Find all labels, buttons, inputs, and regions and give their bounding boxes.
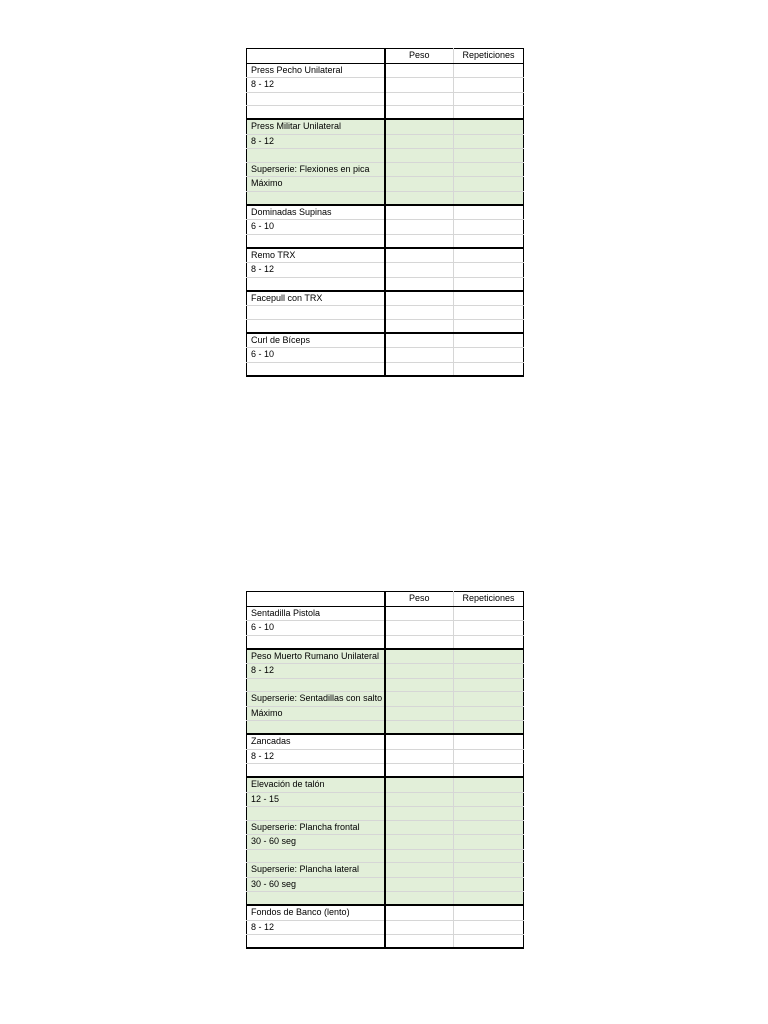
- table-row: [247, 134, 524, 149]
- table-row: [247, 306, 524, 320]
- exercise-cell-press-pecho-unilateral: Press Pecho Unilateral: [247, 63, 385, 78]
- table-row: [247, 191, 524, 205]
- table-row: [247, 920, 524, 935]
- table-row: [247, 78, 524, 93]
- repeticiones-input-cell[interactable]: [454, 734, 524, 749]
- exercise-cell-sentadilla-pistola: Sentadilla Pistola: [247, 606, 385, 621]
- peso-input-cell[interactable]: [385, 734, 454, 749]
- repeticiones-input-cell[interactable]: [454, 362, 524, 376]
- repeticiones-input-cell[interactable]: [454, 134, 524, 149]
- exercise-cell-empty: [247, 935, 385, 949]
- exercise-cell-empty: [247, 721, 385, 735]
- exercise-cell-empty: [247, 635, 385, 649]
- table-row: [247, 263, 524, 278]
- peso-input-cell[interactable]: [385, 905, 454, 920]
- peso-input-cell[interactable]: [385, 621, 454, 636]
- exercise-cell-empty: [247, 277, 385, 291]
- peso-input-cell[interactable]: [385, 149, 454, 163]
- peso-input-cell[interactable]: [385, 277, 454, 291]
- table-row: [247, 606, 524, 621]
- repeticiones-input-cell[interactable]: [454, 191, 524, 205]
- repeticiones-input-cell[interactable]: [454, 119, 524, 134]
- exercise-cell-8-12: 8 - 12: [247, 664, 385, 679]
- table-row: [247, 333, 524, 348]
- header-row: [247, 592, 524, 607]
- exercise-cell-8-12: 8 - 12: [247, 920, 385, 935]
- repeticiones-input-cell[interactable]: [454, 749, 524, 764]
- peso-input-cell[interactable]: [385, 348, 454, 363]
- table-row: [247, 849, 524, 863]
- peso-input-cell[interactable]: [385, 807, 454, 821]
- peso-input-cell[interactable]: [385, 263, 454, 278]
- exercise-cell-empty: [247, 849, 385, 863]
- table-row: [247, 162, 524, 177]
- repeticiones-input-cell[interactable]: [454, 306, 524, 320]
- table-row: [247, 291, 524, 306]
- table-row: [247, 807, 524, 821]
- header-peso: Peso: [385, 592, 454, 607]
- table-row: [247, 119, 524, 134]
- peso-input-cell[interactable]: [385, 191, 454, 205]
- repeticiones-input-cell[interactable]: [454, 920, 524, 935]
- repeticiones-input-cell[interactable]: [454, 78, 524, 93]
- table-row: [247, 664, 524, 679]
- peso-input-cell[interactable]: [385, 877, 454, 892]
- repeticiones-input-cell[interactable]: [454, 63, 524, 78]
- table-row: [247, 220, 524, 235]
- peso-input-cell[interactable]: [385, 849, 454, 863]
- repeticiones-input-cell[interactable]: [454, 835, 524, 850]
- table-row: [247, 649, 524, 664]
- exercise-cell-remo-trx: Remo TRX: [247, 248, 385, 263]
- table-row: [247, 835, 524, 850]
- exercise-cell-curl-de-biceps: Curl de Bíceps: [247, 333, 385, 348]
- exercise-cell-maximo: Máximo: [247, 706, 385, 721]
- table-row: [247, 820, 524, 835]
- repeticiones-input-cell[interactable]: [454, 792, 524, 807]
- peso-input-cell[interactable]: [385, 63, 454, 78]
- table-row: [247, 149, 524, 163]
- repeticiones-input-cell[interactable]: [454, 849, 524, 863]
- peso-input-cell[interactable]: [385, 106, 454, 120]
- repeticiones-input-cell[interactable]: [454, 863, 524, 878]
- exercise-cell-facepull-con-trx: Facepull con TRX: [247, 291, 385, 306]
- peso-input-cell[interactable]: [385, 306, 454, 320]
- table-row: [247, 749, 524, 764]
- exercise-cell-empty: [247, 678, 385, 692]
- repeticiones-input-cell[interactable]: [454, 777, 524, 792]
- exercise-cell-empty: [247, 106, 385, 120]
- exercise-cell-8-12: 8 - 12: [247, 134, 385, 149]
- repeticiones-input-cell[interactable]: [454, 333, 524, 348]
- repeticiones-input-cell[interactable]: [454, 248, 524, 263]
- exercise-cell-30-60-seg: 30 - 60 seg: [247, 835, 385, 850]
- repeticiones-input-cell[interactable]: [454, 877, 524, 892]
- peso-input-cell[interactable]: [385, 234, 454, 248]
- table-row: [247, 234, 524, 248]
- repeticiones-input-cell[interactable]: [454, 820, 524, 835]
- table-row: [247, 362, 524, 376]
- header-repeticiones: Repeticiones: [454, 592, 524, 607]
- peso-input-cell[interactable]: [385, 920, 454, 935]
- table-row: [247, 348, 524, 363]
- table-row: [247, 678, 524, 692]
- peso-input-cell[interactable]: [385, 721, 454, 735]
- peso-input-cell[interactable]: [385, 706, 454, 721]
- table-row: [247, 319, 524, 333]
- peso-input-cell[interactable]: [385, 764, 454, 778]
- repeticiones-input-cell[interactable]: [454, 721, 524, 735]
- peso-input-cell[interactable]: [385, 606, 454, 621]
- repeticiones-input-cell[interactable]: [454, 621, 524, 636]
- exercise-cell-empty: [247, 362, 385, 376]
- table-row: [247, 792, 524, 807]
- exercise-cell-8-12: 8 - 12: [247, 263, 385, 278]
- table-row: [247, 621, 524, 636]
- peso-input-cell[interactable]: [385, 892, 454, 906]
- workout-sheet-upper: [246, 48, 524, 377]
- peso-input-cell[interactable]: [385, 134, 454, 149]
- table-row: [247, 106, 524, 120]
- repeticiones-input-cell[interactable]: [454, 277, 524, 291]
- peso-input-cell[interactable]: [385, 205, 454, 220]
- exercise-cell-maximo: Máximo: [247, 177, 385, 192]
- peso-input-cell[interactable]: [385, 92, 454, 106]
- peso-input-cell[interactable]: [385, 863, 454, 878]
- table-row: [247, 905, 524, 920]
- peso-input-cell[interactable]: [385, 291, 454, 306]
- peso-input-cell[interactable]: [385, 692, 454, 707]
- table-row: [247, 721, 524, 735]
- repeticiones-input-cell[interactable]: [454, 162, 524, 177]
- repeticiones-input-cell[interactable]: [454, 678, 524, 692]
- exercise-cell-empty: [247, 807, 385, 821]
- table-row: [247, 205, 524, 220]
- exercise-cell-8-12: 8 - 12: [247, 749, 385, 764]
- exercise-cell-superserie-plancha-frontal: Superserie: Plancha frontal: [247, 820, 385, 835]
- exercise-cell-6-10: 6 - 10: [247, 621, 385, 636]
- peso-input-cell[interactable]: [385, 935, 454, 949]
- table-row: [247, 277, 524, 291]
- header-blank-cell: [247, 49, 385, 64]
- peso-input-cell[interactable]: [385, 248, 454, 263]
- exercise-cell-superserie-flexiones-en-pica: Superserie: Flexiones en pica: [247, 162, 385, 177]
- repeticiones-input-cell[interactable]: [454, 348, 524, 363]
- repeticiones-input-cell[interactable]: [454, 935, 524, 949]
- repeticiones-input-cell[interactable]: [454, 234, 524, 248]
- exercise-cell-fondos-de-banco-lento: Fondos de Banco (lento): [247, 905, 385, 920]
- header-blank-cell: [247, 592, 385, 607]
- peso-input-cell[interactable]: [385, 319, 454, 333]
- repeticiones-input-cell[interactable]: [454, 220, 524, 235]
- workout-sheet-lower: [246, 591, 524, 949]
- peso-input-cell[interactable]: [385, 362, 454, 376]
- repeticiones-input-cell[interactable]: [454, 635, 524, 649]
- table-row: [247, 777, 524, 792]
- exercise-cell-6-10: 6 - 10: [247, 348, 385, 363]
- exercise-cell-empty: [247, 306, 385, 320]
- peso-input-cell[interactable]: [385, 162, 454, 177]
- peso-input-cell[interactable]: [385, 749, 454, 764]
- header-peso: Peso: [385, 49, 454, 64]
- repeticiones-input-cell[interactable]: [454, 807, 524, 821]
- repeticiones-input-cell[interactable]: [454, 92, 524, 106]
- exercise-cell-8-12: 8 - 12: [247, 78, 385, 93]
- exercise-cell-12-15: 12 - 15: [247, 792, 385, 807]
- repeticiones-input-cell[interactable]: [454, 905, 524, 920]
- repeticiones-input-cell[interactable]: [454, 692, 524, 707]
- exercise-cell-empty: [247, 149, 385, 163]
- table-row: [247, 177, 524, 192]
- table-row: [247, 92, 524, 106]
- peso-input-cell[interactable]: [385, 664, 454, 679]
- exercise-cell-elevacion-de-talon: Elevación de talón: [247, 777, 385, 792]
- exercise-cell-6-10: 6 - 10: [247, 220, 385, 235]
- peso-input-cell[interactable]: [385, 678, 454, 692]
- table-row: [247, 706, 524, 721]
- repeticiones-input-cell[interactable]: [454, 892, 524, 906]
- peso-input-cell[interactable]: [385, 835, 454, 850]
- table-row: [247, 877, 524, 892]
- peso-input-cell[interactable]: [385, 792, 454, 807]
- repeticiones-input-cell[interactable]: [454, 263, 524, 278]
- repeticiones-input-cell[interactable]: [454, 205, 524, 220]
- exercise-cell-empty: [247, 234, 385, 248]
- exercise-cell-empty: [247, 764, 385, 778]
- peso-input-cell[interactable]: [385, 635, 454, 649]
- table-row: [247, 935, 524, 949]
- repeticiones-input-cell[interactable]: [454, 606, 524, 621]
- table-row: [247, 892, 524, 906]
- repeticiones-input-cell[interactable]: [454, 149, 524, 163]
- repeticiones-input-cell[interactable]: [454, 319, 524, 333]
- table-row: [247, 692, 524, 707]
- repeticiones-input-cell[interactable]: [454, 664, 524, 679]
- peso-input-cell[interactable]: [385, 333, 454, 348]
- header-repeticiones: Repeticiones: [454, 49, 524, 64]
- exercise-cell-empty: [247, 892, 385, 906]
- repeticiones-input-cell[interactable]: [454, 177, 524, 192]
- peso-input-cell[interactable]: [385, 119, 454, 134]
- exercise-cell-30-60-seg: 30 - 60 seg: [247, 877, 385, 892]
- exercise-cell-dominadas-supinas: Dominadas Supinas: [247, 205, 385, 220]
- repeticiones-input-cell[interactable]: [454, 106, 524, 120]
- peso-input-cell[interactable]: [385, 649, 454, 664]
- table-row: [247, 248, 524, 263]
- table-row: [247, 863, 524, 878]
- table-row: [247, 764, 524, 778]
- peso-input-cell[interactable]: [385, 177, 454, 192]
- table-row: [247, 635, 524, 649]
- exercise-cell-press-militar-unilateral: Press Militar Unilateral: [247, 119, 385, 134]
- repeticiones-input-cell[interactable]: [454, 649, 524, 664]
- exercise-cell-zancadas: Zancadas: [247, 734, 385, 749]
- header-row: [247, 49, 524, 64]
- peso-input-cell[interactable]: [385, 820, 454, 835]
- exercise-cell-superserie-sentadillas-con-salto: Superserie: Sentadillas con salto: [247, 692, 385, 707]
- peso-input-cell[interactable]: [385, 78, 454, 93]
- table-row: [247, 734, 524, 749]
- exercise-cell-superserie-plancha-lateral: Superserie: Plancha lateral: [247, 863, 385, 878]
- exercise-cell-empty: [247, 191, 385, 205]
- peso-input-cell[interactable]: [385, 220, 454, 235]
- repeticiones-input-cell[interactable]: [454, 291, 524, 306]
- table-row: [247, 63, 524, 78]
- peso-input-cell[interactable]: [385, 777, 454, 792]
- repeticiones-input-cell[interactable]: [454, 706, 524, 721]
- repeticiones-input-cell[interactable]: [454, 764, 524, 778]
- exercise-cell-empty: [247, 92, 385, 106]
- exercise-cell-peso-muerto-rumano-unilateral: Peso Muerto Rumano Unilateral: [247, 649, 385, 664]
- exercise-cell-empty: [247, 319, 385, 333]
